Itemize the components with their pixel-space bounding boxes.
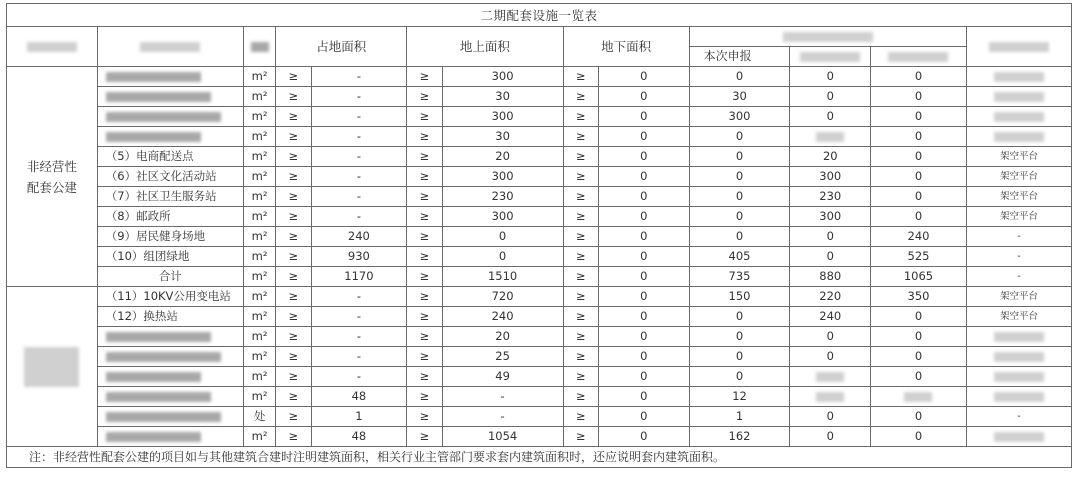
- cell-above: 300: [442, 107, 563, 127]
- cell-c2: 880: [790, 267, 871, 287]
- cell-op1: ≥: [276, 367, 311, 387]
- cell-land: -: [311, 367, 407, 387]
- header-construction-group: [689, 27, 966, 47]
- table-row: [7, 227, 1072, 247]
- cell-c2: 220: [790, 287, 871, 307]
- cell-report: 0: [689, 147, 790, 167]
- cell-project-name: （6）社区文化活动站: [97, 167, 243, 187]
- cell-op2: ≥: [407, 367, 442, 387]
- table-note: 注：非经营性配套公建的项目如与其他建筑合建时注明建筑面积，相关行业主管部门要求套内建筑面积时，还应说明套内建筑面积。: [7, 447, 1072, 468]
- cell-under: 0: [598, 267, 689, 287]
- cell-unit: m²: [243, 167, 275, 187]
- header-phase-b: [790, 47, 871, 67]
- header-current-report: 本次申报: [689, 47, 790, 67]
- cell-land: -: [311, 127, 407, 147]
- cell-op2: ≥: [407, 187, 442, 207]
- table-row: [7, 327, 1072, 347]
- table-row: [7, 407, 1072, 427]
- cell-under: 0: [598, 407, 689, 427]
- cell-under: 0: [598, 307, 689, 327]
- cell-under: 0: [598, 107, 689, 127]
- cell-op3: ≥: [563, 307, 598, 327]
- cell-unit: m²: [243, 267, 275, 287]
- cell-c2: [790, 387, 871, 407]
- cell-op3: ≥: [563, 167, 598, 187]
- cell-op1: ≥: [276, 307, 311, 327]
- table-row: [7, 207, 1072, 227]
- header-underground: 地下面积: [563, 27, 689, 67]
- cell-op2: ≥: [407, 347, 442, 367]
- cell-above: 49: [442, 367, 563, 387]
- cell-c3: 0: [871, 347, 967, 367]
- cell-op3: ≥: [563, 407, 598, 427]
- cell-unit: m²: [243, 327, 275, 347]
- cell-op1: ≥: [276, 387, 311, 407]
- cell-land: -: [311, 87, 407, 107]
- cell-c3: 0: [871, 167, 967, 187]
- cell-under: 0: [598, 287, 689, 307]
- cell-remark: -: [966, 407, 1071, 427]
- cell-above: 230: [442, 187, 563, 207]
- cell-under: 0: [598, 127, 689, 147]
- cell-land: 1170: [311, 267, 407, 287]
- table-row: [7, 127, 1072, 147]
- cell-report: 0: [689, 187, 790, 207]
- cell-c3: [871, 387, 967, 407]
- cell-above: 20: [442, 327, 563, 347]
- cell-project-name: （5）电商配送点: [97, 147, 243, 167]
- cell-remark: [966, 127, 1071, 147]
- group-operating-redacted: [7, 287, 98, 447]
- note-row: [7, 447, 1072, 468]
- cell-c2: 0: [790, 347, 871, 367]
- cell-project-name: [97, 347, 243, 367]
- cell-op2: ≥: [407, 307, 442, 327]
- cell-op1: ≥: [276, 127, 311, 147]
- cell-remark: [966, 67, 1071, 87]
- cell-land: 930: [311, 247, 407, 267]
- cell-c2: 0: [790, 67, 871, 87]
- cell-land: -: [311, 327, 407, 347]
- cell-remark: 架空平台: [966, 207, 1071, 227]
- cell-op2: ≥: [407, 67, 442, 87]
- cell-project-name: [97, 407, 243, 427]
- cell-op1: ≥: [276, 227, 311, 247]
- cell-op1: ≥: [276, 327, 311, 347]
- cell-unit: m²: [243, 147, 275, 167]
- cell-under: 0: [598, 367, 689, 387]
- table-title: 二期配套设施一览表: [7, 4, 1072, 27]
- cell-c2: 240: [790, 307, 871, 327]
- cell-above: 25: [442, 347, 563, 367]
- cell-unit: m²: [243, 227, 275, 247]
- cell-above: 240: [442, 307, 563, 327]
- cell-op1: ≥: [276, 147, 311, 167]
- cell-op3: ≥: [563, 147, 598, 167]
- cell-op3: ≥: [563, 247, 598, 267]
- cell-under: 0: [598, 247, 689, 267]
- cell-report: 162: [689, 427, 790, 447]
- cell-land: -: [311, 287, 407, 307]
- cell-unit: m²: [243, 387, 275, 407]
- cell-op3: ≥: [563, 387, 598, 407]
- cell-unit: m²: [243, 87, 275, 107]
- cell-c2: 300: [790, 207, 871, 227]
- header-unit: [243, 27, 275, 67]
- cell-above: 20: [442, 147, 563, 167]
- header-category: [7, 27, 98, 67]
- cell-unit: m²: [243, 247, 275, 267]
- cell-op2: ≥: [407, 167, 442, 187]
- cell-unit: m²: [243, 187, 275, 207]
- header-remark: [966, 27, 1071, 67]
- cell-remark: -: [966, 267, 1071, 287]
- cell-op1: ≥: [276, 267, 311, 287]
- cell-project-name: [97, 387, 243, 407]
- cell-remark: [966, 367, 1071, 387]
- cell-op2: ≥: [407, 287, 442, 307]
- cell-op1: ≥: [276, 347, 311, 367]
- header-land-area: 占地面积: [276, 27, 407, 67]
- header-project: [97, 27, 243, 67]
- group-non-operating: 非经营性配套公建: [7, 67, 98, 287]
- cell-op3: ≥: [563, 427, 598, 447]
- cell-c3: 0: [871, 67, 967, 87]
- cell-c3: 0: [871, 367, 967, 387]
- table-row: [7, 367, 1072, 387]
- cell-op2: ≥: [407, 267, 442, 287]
- table-row: [7, 87, 1072, 107]
- cell-under: 0: [598, 427, 689, 447]
- cell-unit: m²: [243, 107, 275, 127]
- cell-c3: 0: [871, 207, 967, 227]
- cell-report: 735: [689, 267, 790, 287]
- table-row: [7, 427, 1072, 447]
- cell-project-name: [97, 367, 243, 387]
- table-row: [7, 147, 1072, 167]
- cell-report: 12: [689, 387, 790, 407]
- cell-op3: ≥: [563, 367, 598, 387]
- cell-land: -: [311, 147, 407, 167]
- cell-land: -: [311, 167, 407, 187]
- cell-project-name: [97, 427, 243, 447]
- cell-project-name: [97, 107, 243, 127]
- cell-c3: 0: [871, 407, 967, 427]
- table-row: [7, 187, 1072, 207]
- header-phase-c: [871, 47, 967, 67]
- cell-project-name: （12）换热站: [97, 307, 243, 327]
- cell-op1: ≥: [276, 407, 311, 427]
- cell-project-name: [97, 327, 243, 347]
- table-row: [7, 67, 1072, 87]
- cell-land: -: [311, 207, 407, 227]
- cell-report: 0: [689, 327, 790, 347]
- cell-above: 0: [442, 247, 563, 267]
- cell-under: 0: [598, 207, 689, 227]
- cell-op1: ≥: [276, 207, 311, 227]
- cell-under: 0: [598, 187, 689, 207]
- table-row: [7, 267, 1072, 287]
- cell-op3: ≥: [563, 267, 598, 287]
- cell-report: 0: [689, 347, 790, 367]
- cell-project-name: （7）社区卫生服务站: [97, 187, 243, 207]
- cell-unit: m²: [243, 367, 275, 387]
- cell-report: 0: [689, 207, 790, 227]
- cell-remark: -: [966, 227, 1071, 247]
- header-row-1: [7, 27, 1072, 47]
- cell-under: 0: [598, 167, 689, 187]
- cell-op1: ≥: [276, 87, 311, 107]
- cell-project-name: [97, 67, 243, 87]
- cell-op1: ≥: [276, 247, 311, 267]
- cell-above: 0: [442, 227, 563, 247]
- cell-land: -: [311, 67, 407, 87]
- cell-project-name: [97, 127, 243, 147]
- cell-unit: m²: [243, 127, 275, 147]
- cell-land: 48: [311, 427, 407, 447]
- cell-remark: 架空平台: [966, 147, 1071, 167]
- cell-land: -: [311, 187, 407, 207]
- facilities-table: [6, 3, 1072, 468]
- cell-under: 0: [598, 327, 689, 347]
- cell-unit: m²: [243, 207, 275, 227]
- table-row: [7, 247, 1072, 267]
- table-row: [7, 307, 1072, 327]
- cell-op1: ≥: [276, 107, 311, 127]
- table-row: [7, 167, 1072, 187]
- cell-op3: ≥: [563, 187, 598, 207]
- cell-op2: ≥: [407, 427, 442, 447]
- cell-under: 0: [598, 67, 689, 87]
- table-row: [7, 107, 1072, 127]
- cell-unit: m²: [243, 307, 275, 327]
- table-row: [7, 287, 1072, 307]
- cell-above: 30: [442, 127, 563, 147]
- cell-op3: ≥: [563, 207, 598, 227]
- cell-c3: 1065: [871, 267, 967, 287]
- cell-above: 1510: [442, 267, 563, 287]
- cell-project-name: （10）组团绿地: [97, 247, 243, 267]
- table-body: [7, 4, 1072, 447]
- facilities-table-sheet: [6, 3, 1074, 483]
- cell-remark: -: [966, 247, 1071, 267]
- cell-op3: ≥: [563, 327, 598, 347]
- cell-c2: 0: [790, 87, 871, 107]
- cell-op3: ≥: [563, 227, 598, 247]
- cell-c2: [790, 367, 871, 387]
- cell-c3: 0: [871, 187, 967, 207]
- cell-op2: ≥: [407, 387, 442, 407]
- cell-remark: [966, 427, 1071, 447]
- cell-op3: ≥: [563, 67, 598, 87]
- cell-report: 405: [689, 247, 790, 267]
- cell-under: 0: [598, 87, 689, 107]
- cell-under: 0: [598, 347, 689, 367]
- cell-land: -: [311, 347, 407, 367]
- title-row: [7, 4, 1072, 27]
- cell-op2: ≥: [407, 87, 442, 107]
- cell-op1: ≥: [276, 287, 311, 307]
- cell-land: -: [311, 107, 407, 127]
- cell-remark: [966, 107, 1071, 127]
- cell-op3: ≥: [563, 127, 598, 147]
- cell-land: 1: [311, 407, 407, 427]
- cell-land: -: [311, 307, 407, 327]
- cell-unit: m²: [243, 427, 275, 447]
- cell-c2: 0: [790, 407, 871, 427]
- cell-above: 720: [442, 287, 563, 307]
- cell-unit: 处: [243, 407, 275, 427]
- cell-under: 0: [598, 387, 689, 407]
- cell-c2: 0: [790, 107, 871, 127]
- cell-report: 1: [689, 407, 790, 427]
- cell-c3: 0: [871, 427, 967, 447]
- cell-project-name: （11）10KV公用变电站: [97, 287, 243, 307]
- cell-report: 0: [689, 307, 790, 327]
- cell-remark: 架空平台: [966, 187, 1071, 207]
- cell-c2: 0: [790, 327, 871, 347]
- cell-report: 150: [689, 287, 790, 307]
- cell-op2: ≥: [407, 227, 442, 247]
- cell-project-name: （9）居民健身场地: [97, 227, 243, 247]
- cell-c2: 0: [790, 227, 871, 247]
- cell-report: 0: [689, 167, 790, 187]
- cell-op3: ≥: [563, 107, 598, 127]
- cell-above: 300: [442, 167, 563, 187]
- cell-op1: ≥: [276, 427, 311, 447]
- cell-c3: 240: [871, 227, 967, 247]
- cell-c2: 300: [790, 167, 871, 187]
- cell-op2: ≥: [407, 327, 442, 347]
- cell-report: 0: [689, 127, 790, 147]
- cell-c3: 350: [871, 287, 967, 307]
- cell-report: 300: [689, 107, 790, 127]
- cell-project-name: 合计: [97, 267, 243, 287]
- cell-report: 0: [689, 367, 790, 387]
- cell-c2: 0: [790, 247, 871, 267]
- cell-project-name: [97, 87, 243, 107]
- cell-remark: [966, 347, 1071, 367]
- cell-unit: m²: [243, 67, 275, 87]
- cell-project-name: （8）邮政所: [97, 207, 243, 227]
- cell-c2: 230: [790, 187, 871, 207]
- cell-under: 0: [598, 147, 689, 167]
- table-row: [7, 347, 1072, 367]
- cell-op2: ≥: [407, 247, 442, 267]
- cell-c2: 20: [790, 147, 871, 167]
- cell-op1: ≥: [276, 167, 311, 187]
- cell-above: 300: [442, 207, 563, 227]
- cell-remark: [966, 327, 1071, 347]
- cell-op2: ≥: [407, 207, 442, 227]
- cell-report: 30: [689, 87, 790, 107]
- cell-report: 0: [689, 67, 790, 87]
- header-above-ground: 地上面积: [407, 27, 563, 67]
- cell-c3: 0: [871, 327, 967, 347]
- cell-above: -: [442, 387, 563, 407]
- cell-op3: ≥: [563, 87, 598, 107]
- cell-c3: 525: [871, 247, 967, 267]
- cell-op1: ≥: [276, 187, 311, 207]
- cell-report: 0: [689, 227, 790, 247]
- cell-above: -: [442, 407, 563, 427]
- cell-op2: ≥: [407, 147, 442, 167]
- cell-remark: 架空平台: [966, 287, 1071, 307]
- cell-c3: 0: [871, 307, 967, 327]
- cell-above: 30: [442, 87, 563, 107]
- cell-remark: [966, 87, 1071, 107]
- cell-under: 0: [598, 227, 689, 247]
- cell-op2: ≥: [407, 107, 442, 127]
- cell-op1: ≥: [276, 67, 311, 87]
- cell-land: 48: [311, 387, 407, 407]
- cell-op2: ≥: [407, 407, 442, 427]
- cell-op3: ≥: [563, 347, 598, 367]
- cell-c3: 0: [871, 87, 967, 107]
- cell-c3: 0: [871, 127, 967, 147]
- cell-op3: ≥: [563, 287, 598, 307]
- cell-remark: 架空平台: [966, 167, 1071, 187]
- cell-remark: 架空平台: [966, 307, 1071, 327]
- cell-unit: m²: [243, 287, 275, 307]
- cell-c2: 0: [790, 427, 871, 447]
- cell-above: 1054: [442, 427, 563, 447]
- cell-above: 300: [442, 67, 563, 87]
- cell-land: 240: [311, 227, 407, 247]
- cell-remark: [966, 387, 1071, 407]
- cell-c2: [790, 127, 871, 147]
- table-row: [7, 387, 1072, 407]
- cell-c3: 0: [871, 107, 967, 127]
- cell-unit: m²: [243, 347, 275, 367]
- cell-c3: 0: [871, 147, 967, 167]
- cell-op2: ≥: [407, 127, 442, 147]
